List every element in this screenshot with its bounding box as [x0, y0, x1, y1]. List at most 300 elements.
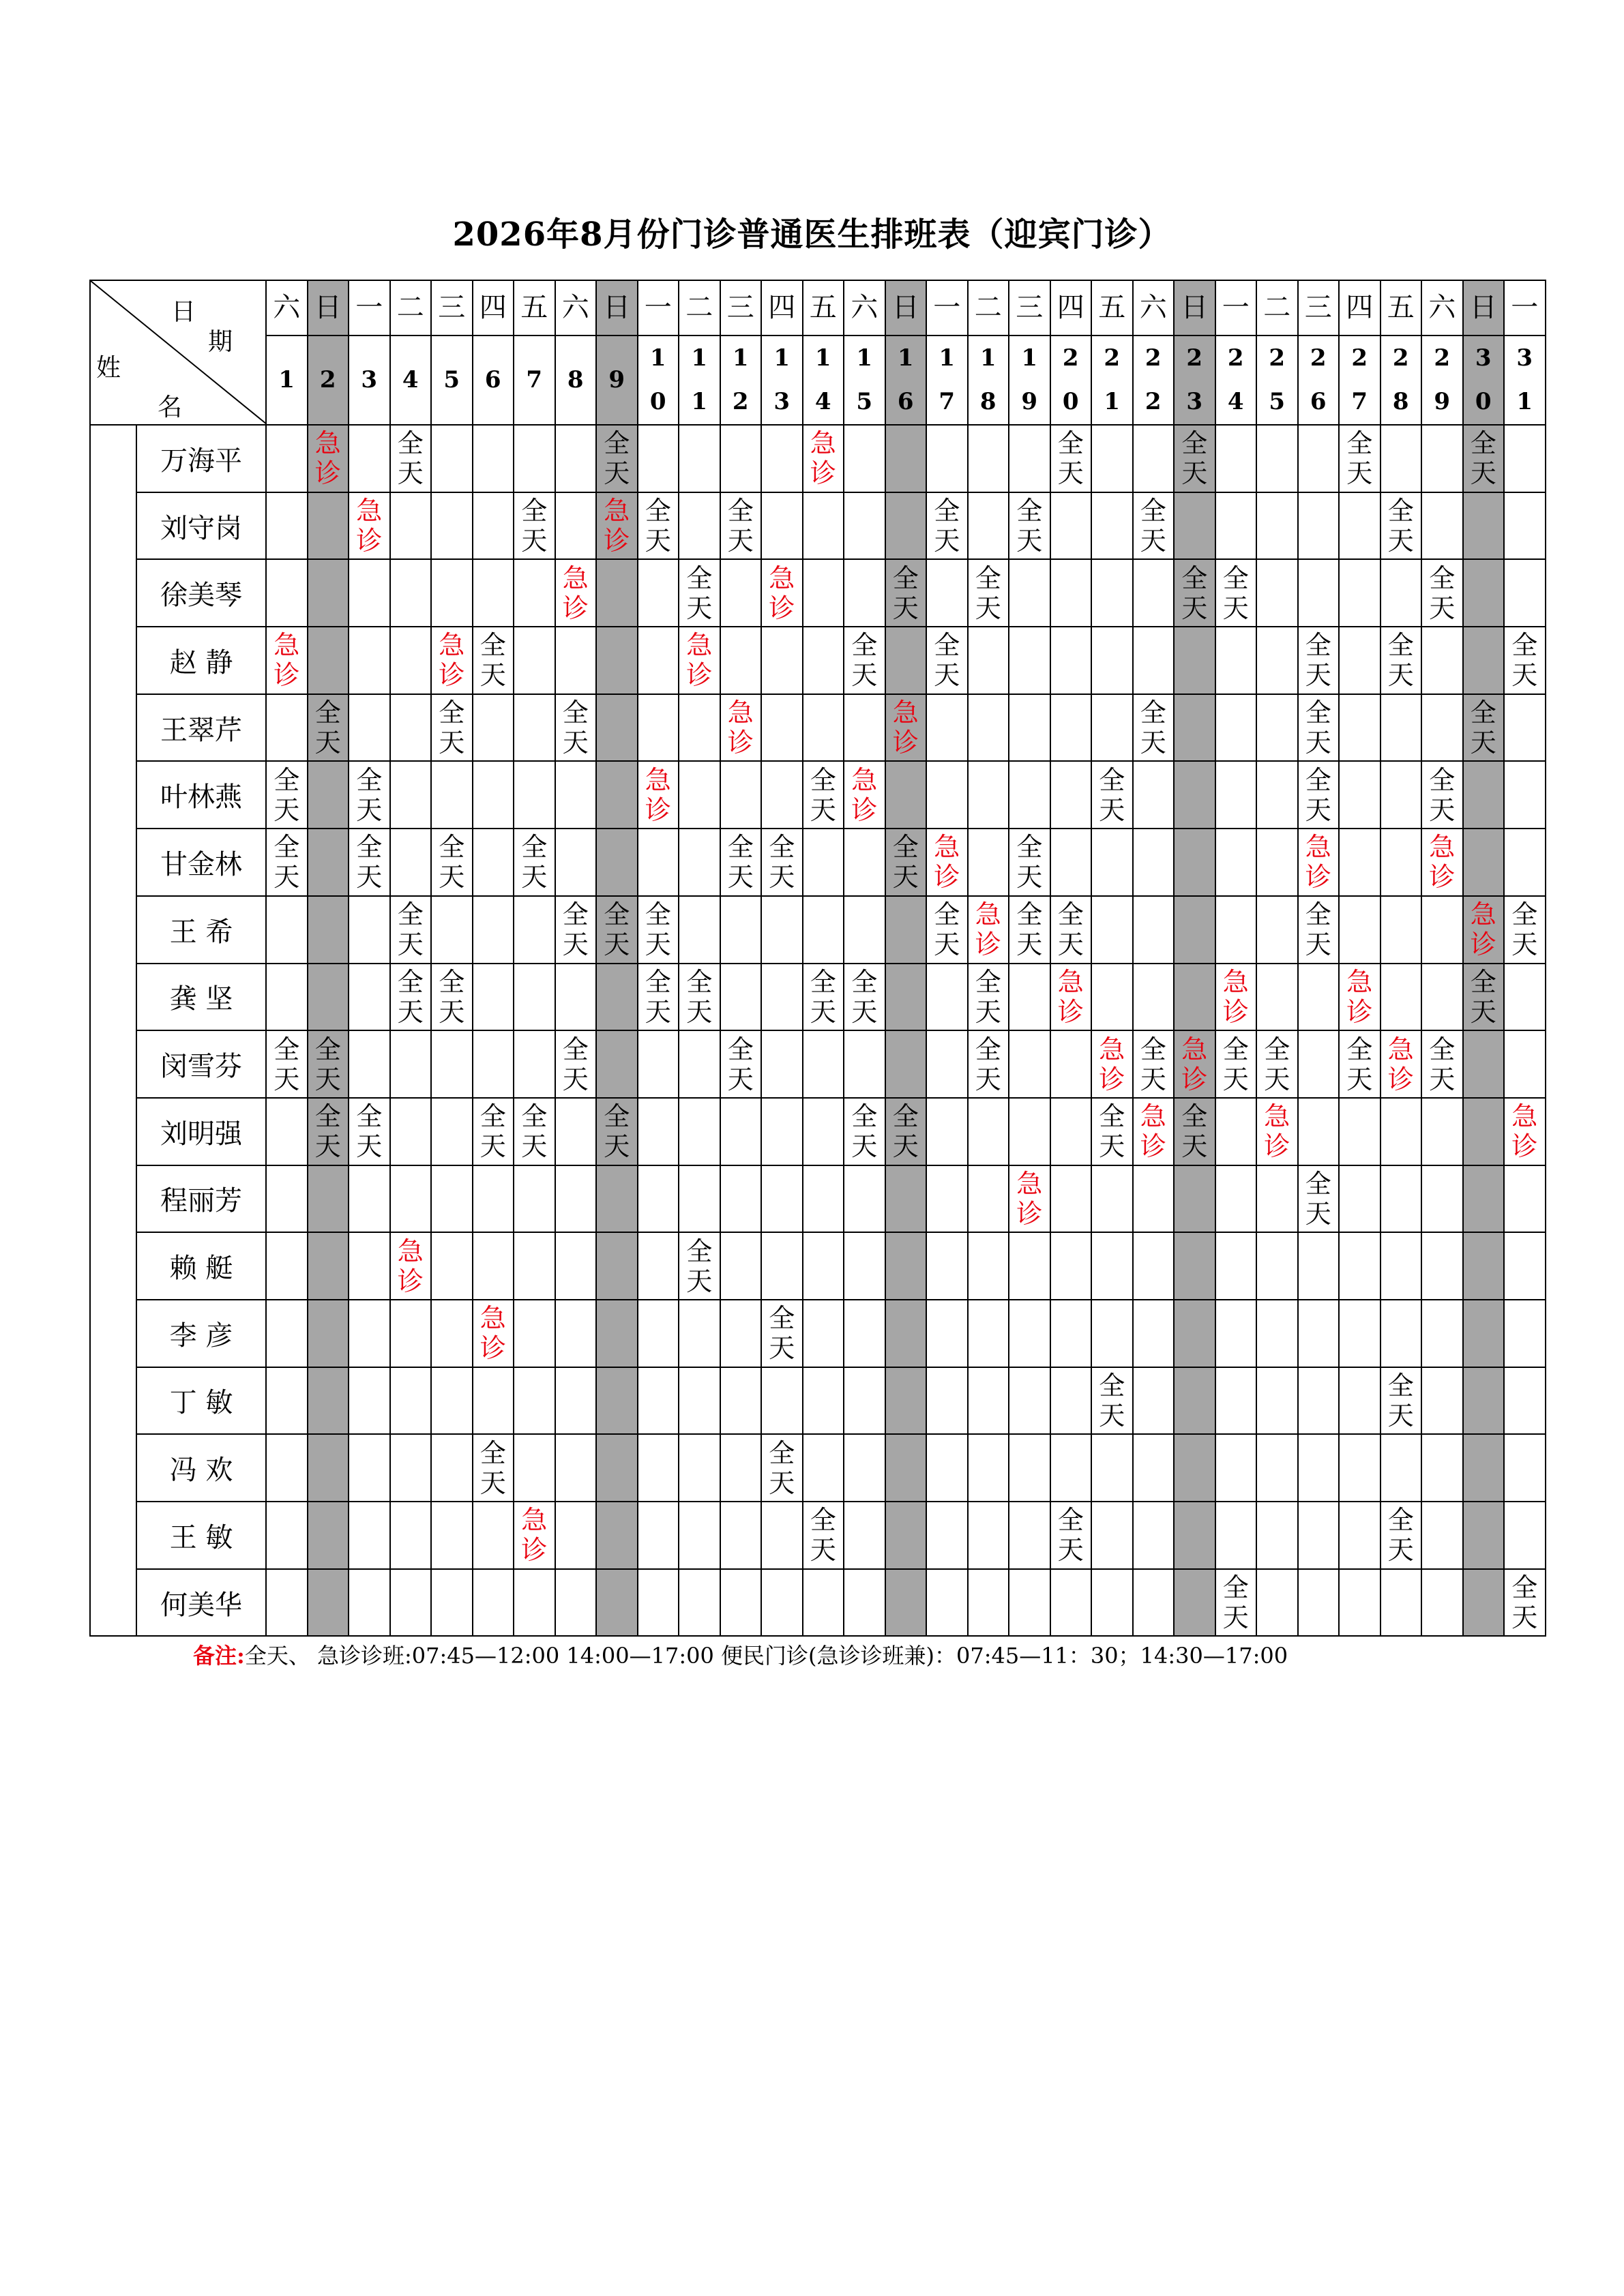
shift-cell-day-24: [1215, 559, 1257, 627]
table-row: [90, 559, 1546, 627]
weekday-label: 三: [438, 292, 466, 324]
shift-cell-day-23: [1174, 559, 1215, 627]
shift-cell-day-29: [1421, 1098, 1463, 1165]
shift-cell-day-15: [844, 964, 885, 1031]
shift-cell-day-21: [1091, 694, 1133, 762]
shift-cell-day-17: [926, 492, 968, 560]
full-day-shift: 全天: [1222, 1034, 1249, 1094]
date-4: [390, 336, 432, 425]
shift-cell-day-29: [1421, 1300, 1463, 1367]
shift-cell-day-26: [1298, 829, 1340, 896]
shift-cell-day-12: [720, 559, 762, 627]
full-day-shift: 全天: [314, 1101, 341, 1162]
shift-cell-day-21: [1091, 1434, 1133, 1502]
shift-cell-day-27: [1339, 896, 1381, 964]
full-day-shift: 全天: [851, 1101, 878, 1162]
shift-cell-day-6: [473, 1232, 514, 1300]
shift-cell-day-5: [431, 1502, 473, 1569]
emergency-shift: 急诊: [1511, 1101, 1538, 1162]
emergency-shift: 急诊: [1470, 899, 1496, 960]
shift-cell-day-7: [514, 559, 555, 627]
date-label: 25: [1269, 344, 1286, 416]
shift-cell-day-12: [720, 1232, 762, 1300]
shift-cell-day-20: [1050, 1569, 1092, 1637]
corner-label-3: 名: [158, 393, 183, 421]
shift-cell-day-24: [1215, 1098, 1257, 1165]
full-day-shift: 全天: [769, 1303, 795, 1364]
shift-cell-day-5: [431, 1434, 473, 1502]
shift-cell-day-31: [1504, 1030, 1546, 1098]
shift-cell-day-19: [1009, 627, 1050, 694]
shift-cell-day-10: [638, 1232, 679, 1300]
shift-cell-day-18: [968, 1434, 1009, 1502]
shift-cell-day-25: [1256, 1098, 1298, 1165]
shift-cell-day-18: [968, 1030, 1009, 1098]
shift-cell-day-6: [473, 492, 514, 560]
shift-cell-day-25: [1256, 1232, 1298, 1300]
shift-cell-day-25: [1256, 559, 1298, 627]
shift-cell-day-8: [555, 1300, 597, 1367]
shift-cell-day-31: [1504, 1434, 1546, 1502]
shift-cell-day-5: [431, 1300, 473, 1367]
full-day-shift: 全天: [1305, 764, 1331, 825]
full-day-shift: 全天: [727, 496, 754, 556]
corner-label-0: 日: [171, 298, 196, 326]
shift-cell-day-19: [1009, 1098, 1050, 1165]
shift-cell-day-12: [720, 761, 762, 829]
shift-cell-day-11: [679, 964, 720, 1031]
shift-cell-day-20: [1050, 1030, 1092, 1098]
weekday-3: [349, 280, 390, 336]
shift-cell-day-3: [349, 694, 390, 762]
shift-cell-day-31: [1504, 829, 1546, 896]
doctor-name-text: 冯 欢: [169, 1455, 233, 1487]
shift-cell-day-9: [596, 425, 638, 492]
shift-cell-day-3: [349, 964, 390, 1031]
shift-cell-day-16: [885, 896, 927, 964]
shift-cell-day-19: [1009, 1434, 1050, 1502]
weekday-label: 六: [1428, 292, 1456, 324]
shift-cell-day-10: [638, 896, 679, 964]
shift-cell-day-19: [1009, 1165, 1050, 1233]
weekday-7: [514, 280, 555, 336]
shift-cell-day-26: [1298, 964, 1340, 1031]
shift-cell-day-17: [926, 1502, 968, 1569]
shift-cell-day-21: [1091, 964, 1133, 1031]
shift-cell-day-7: [514, 896, 555, 964]
shift-cell-day-9: [596, 761, 638, 829]
shift-cell-day-16: [885, 492, 927, 560]
shift-cell-day-16: [885, 964, 927, 1031]
emergency-shift: 急诊: [479, 1303, 506, 1364]
shift-cell-day-6: [473, 1098, 514, 1165]
date-label: 30: [1475, 344, 1492, 416]
shift-cell-day-22: [1133, 1434, 1175, 1502]
weekday-13: [761, 280, 803, 336]
weekday-19: [1009, 280, 1050, 336]
weekday-15: [844, 280, 885, 336]
shift-cell-day-27: [1339, 761, 1381, 829]
full-day-shift: 全天: [892, 832, 919, 893]
full-day-shift: 全天: [1016, 899, 1043, 960]
shift-cell-day-1: [266, 425, 308, 492]
shift-cell-day-21: [1091, 1098, 1133, 1165]
shift-cell-day-14: [803, 425, 844, 492]
shift-cell-day-6: [473, 1030, 514, 1098]
shift-cell-day-1: [266, 627, 308, 694]
shift-cell-day-3: [349, 761, 390, 829]
shift-cell-day-9: [596, 964, 638, 1031]
shift-cell-day-3: [349, 1434, 390, 1502]
emergency-shift: 急诊: [1140, 1101, 1166, 1162]
doctor-name: [136, 1569, 266, 1637]
shift-cell-day-19: [1009, 694, 1050, 762]
shift-cell-day-25: [1256, 1030, 1298, 1098]
date-label: 2: [319, 366, 336, 394]
full-day-shift: 全天: [356, 1101, 383, 1162]
shift-cell-day-10: [638, 1569, 679, 1637]
shift-cell-day-9: [596, 1434, 638, 1502]
shift-cell-day-12: [720, 1030, 762, 1098]
full-day-shift: 全天: [769, 832, 795, 893]
date-label: 13: [773, 344, 791, 416]
shift-cell-day-27: [1339, 964, 1381, 1031]
shift-cell-day-24: [1215, 1030, 1257, 1098]
shift-cell-day-19: [1009, 1232, 1050, 1300]
shift-cell-day-17: [926, 829, 968, 896]
shift-cell-day-31: [1504, 761, 1546, 829]
shift-cell-day-20: [1050, 492, 1092, 560]
shift-cell-day-15: [844, 1165, 885, 1233]
date-label: 8: [567, 366, 584, 394]
full-day-shift: 全天: [1387, 1370, 1414, 1431]
full-day-shift: 全天: [1140, 698, 1166, 758]
full-day-shift: 全天: [1511, 630, 1538, 691]
shift-cell-day-26: [1298, 1569, 1340, 1637]
shift-cell-day-7: [514, 694, 555, 762]
full-day-shift: 全天: [604, 428, 630, 489]
shift-cell-day-5: [431, 1367, 473, 1435]
shift-cell-day-4: [390, 559, 432, 627]
shift-cell-day-13: [761, 1030, 803, 1098]
date-13: [761, 336, 803, 425]
shift-cell-day-11: [679, 1098, 720, 1165]
full-day-shift: 全天: [975, 1034, 1001, 1094]
shift-cell-day-26: [1298, 1165, 1340, 1233]
weekday-10: [638, 280, 679, 336]
date-label: 28: [1392, 344, 1409, 416]
shift-cell-day-1: [266, 1502, 308, 1569]
full-day-shift: 全天: [397, 428, 424, 489]
shift-cell-day-3: [349, 1367, 390, 1435]
shift-cell-day-4: [390, 761, 432, 829]
weekday-label: 四: [1057, 292, 1084, 324]
table-row: [90, 1030, 1546, 1098]
shift-cell-day-6: [473, 964, 514, 1031]
weekday-26: [1298, 280, 1340, 336]
shift-cell-day-30: [1463, 559, 1505, 627]
shift-cell-day-2: [308, 425, 349, 492]
shift-cell-day-8: [555, 1030, 597, 1098]
shift-cell-day-13: [761, 761, 803, 829]
full-day-shift: 全天: [1511, 899, 1538, 960]
weekday-label: 六: [561, 292, 589, 324]
shift-cell-day-11: [679, 896, 720, 964]
weekday-27: [1339, 280, 1381, 336]
full-day-shift: 全天: [1057, 428, 1084, 489]
doctor-name: [136, 492, 266, 560]
shift-cell-day-27: [1339, 1165, 1381, 1233]
full-day-shift: 全天: [975, 563, 1001, 623]
shift-cell-day-20: [1050, 829, 1092, 896]
schedule-table: [89, 280, 1546, 1637]
table-row: [90, 425, 1546, 492]
weekday-label: 六: [1139, 292, 1167, 324]
shift-cell-day-5: [431, 1232, 473, 1300]
weekday-21: [1091, 280, 1133, 336]
shift-cell-day-13: [761, 1232, 803, 1300]
shift-cell-day-26: [1298, 896, 1340, 964]
doctor-name: [136, 627, 266, 694]
shift-cell-day-15: [844, 761, 885, 829]
full-day-shift: 全天: [521, 496, 548, 556]
shift-cell-day-22: [1133, 1232, 1175, 1300]
shift-cell-day-15: [844, 896, 885, 964]
shift-cell-day-24: [1215, 1367, 1257, 1435]
date-21: [1091, 336, 1133, 425]
shift-cell-day-23: [1174, 1569, 1215, 1637]
full-day-shift: 全天: [439, 698, 465, 758]
shift-cell-day-2: [308, 964, 349, 1031]
shift-cell-day-27: [1339, 492, 1381, 560]
shift-cell-day-23: [1174, 1502, 1215, 1569]
shift-cell-day-1: [266, 896, 308, 964]
date-label: 5: [443, 366, 460, 394]
shift-cell-day-28: [1381, 1030, 1422, 1098]
shift-cell-day-4: [390, 492, 432, 560]
shift-cell-day-21: [1091, 492, 1133, 560]
shift-cell-day-31: [1504, 1502, 1546, 1569]
shift-cell-day-28: [1381, 559, 1422, 627]
shift-cell-day-31: [1504, 1569, 1546, 1637]
shift-cell-day-3: [349, 1030, 390, 1098]
shift-cell-day-5: [431, 1165, 473, 1233]
shift-cell-day-12: [720, 1165, 762, 1233]
full-day-shift: 全天: [439, 832, 465, 893]
shift-cell-day-11: [679, 1569, 720, 1637]
shift-cell-day-16: [885, 761, 927, 829]
doctor-name: [136, 829, 266, 896]
shift-cell-day-12: [720, 1502, 762, 1569]
shift-cell-day-26: [1298, 627, 1340, 694]
full-day-shift: 全天: [356, 832, 383, 893]
shift-cell-day-25: [1256, 1569, 1298, 1637]
shift-cell-day-9: [596, 1300, 638, 1367]
shift-cell-day-6: [473, 761, 514, 829]
shift-cell-day-18: [968, 964, 1009, 1031]
shift-cell-day-3: [349, 1569, 390, 1637]
shift-cell-day-5: [431, 829, 473, 896]
shift-cell-day-23: [1174, 492, 1215, 560]
weekday-label: 日: [1181, 292, 1209, 324]
shift-cell-day-10: [638, 1502, 679, 1569]
shift-cell-day-23: [1174, 1434, 1215, 1502]
doctor-name-text: 龚 坚: [169, 983, 233, 1015]
shift-cell-day-7: [514, 1434, 555, 1502]
shift-cell-day-2: [308, 1367, 349, 1435]
shift-cell-day-14: [803, 1569, 844, 1637]
shift-cell-day-8: [555, 559, 597, 627]
weekday-label: 五: [1387, 292, 1415, 324]
shift-cell-day-13: [761, 1367, 803, 1435]
shift-cell-day-19: [1009, 1502, 1050, 1569]
shift-cell-day-16: [885, 1300, 927, 1367]
emergency-shift: 急诊: [1387, 1034, 1414, 1094]
shift-cell-day-14: [803, 694, 844, 762]
table-row: [90, 1367, 1546, 1435]
shift-cell-day-11: [679, 1502, 720, 1569]
doctor-name-text: 程丽芳: [160, 1185, 242, 1217]
shift-cell-day-11: [679, 1300, 720, 1367]
date-19: [1009, 336, 1050, 425]
full-day-shift: 全天: [727, 1034, 754, 1094]
shift-cell-day-7: [514, 761, 555, 829]
shift-cell-day-4: [390, 627, 432, 694]
emergency-shift: 急诊: [934, 832, 960, 893]
full-day-shift: 全天: [1305, 899, 1331, 960]
shift-cell-day-28: [1381, 964, 1422, 1031]
shift-cell-day-6: [473, 559, 514, 627]
doctor-name-text: 丁 敏: [169, 1387, 233, 1419]
shift-cell-day-15: [844, 627, 885, 694]
shift-cell-day-12: [720, 1300, 762, 1367]
date-label: 17: [939, 344, 956, 416]
date-28: [1381, 336, 1422, 425]
shift-cell-day-17: [926, 1232, 968, 1300]
emergency-shift: 急诊: [356, 496, 383, 556]
date-12: [720, 336, 762, 425]
doctor-name-text: 李 彦: [169, 1320, 233, 1352]
shift-cell-day-20: [1050, 559, 1092, 627]
shift-cell-day-27: [1339, 425, 1381, 492]
shift-cell-day-5: [431, 559, 473, 627]
shift-cell-day-3: [349, 1502, 390, 1569]
full-day-shift: 全天: [1387, 630, 1414, 691]
emergency-shift: 急诊: [604, 496, 630, 556]
full-day-shift: 全天: [1222, 1572, 1249, 1633]
shift-cell-day-28: [1381, 1098, 1422, 1165]
full-day-shift: 全天: [439, 966, 465, 1027]
shift-cell-day-14: [803, 964, 844, 1031]
shift-cell-day-31: [1504, 1098, 1546, 1165]
shift-cell-day-22: [1133, 1502, 1175, 1569]
emergency-shift: 急诊: [1264, 1101, 1290, 1162]
weekday-label: 二: [685, 292, 713, 324]
emergency-shift: 急诊: [274, 630, 300, 691]
date-29: [1421, 336, 1463, 425]
doctor-name-text: 徐美琴: [160, 580, 242, 612]
shift-cell-day-23: [1174, 761, 1215, 829]
table-row: [90, 1098, 1546, 1165]
shift-cell-day-3: [349, 492, 390, 560]
doctor-name: [136, 896, 266, 964]
doctor-name: [136, 1098, 266, 1165]
shift-cell-day-29: [1421, 1569, 1463, 1637]
shift-cell-day-15: [844, 425, 885, 492]
shift-cell-day-21: [1091, 896, 1133, 964]
date-label: 11: [691, 344, 708, 416]
full-day-shift: 全天: [1387, 496, 1414, 556]
shift-cell-day-13: [761, 627, 803, 694]
date-label: 21: [1104, 344, 1121, 416]
shift-cell-day-1: [266, 1030, 308, 1098]
shift-cell-day-21: [1091, 559, 1133, 627]
shift-cell-day-17: [926, 1434, 968, 1502]
full-day-shift: 全天: [562, 899, 589, 960]
shift-cell-day-15: [844, 694, 885, 762]
shift-cell-day-30: [1463, 492, 1505, 560]
date-20: [1050, 336, 1092, 425]
shift-cell-day-23: [1174, 1098, 1215, 1165]
date-27: [1339, 336, 1381, 425]
table-row: [90, 492, 1546, 560]
shift-cell-day-11: [679, 829, 720, 896]
shift-cell-day-30: [1463, 1030, 1505, 1098]
full-day-shift: 全天: [1511, 1572, 1538, 1633]
full-day-shift: 全天: [1140, 1034, 1166, 1094]
shift-cell-day-23: [1174, 964, 1215, 1031]
shift-cell-day-17: [926, 1098, 968, 1165]
weekday-24: [1215, 280, 1257, 336]
date-17: [926, 336, 968, 425]
doctor-name-text: 刘明强: [160, 1118, 242, 1150]
shift-cell-day-11: [679, 1232, 720, 1300]
shift-cell-day-11: [679, 1030, 720, 1098]
shift-cell-day-5: [431, 694, 473, 762]
shift-cell-day-22: [1133, 492, 1175, 560]
shift-cell-day-23: [1174, 1232, 1215, 1300]
shift-cell-day-18: [968, 1502, 1009, 1569]
date-1: [266, 336, 308, 425]
shift-cell-day-2: [308, 1030, 349, 1098]
emergency-shift: 急诊: [397, 1236, 424, 1296]
shift-cell-day-27: [1339, 1569, 1381, 1637]
date-5: [431, 336, 473, 425]
emergency-shift: 急诊: [439, 630, 465, 691]
date-label: 4: [402, 366, 419, 394]
emergency-shift: 急诊: [314, 428, 341, 489]
weekday-label: 三: [1016, 292, 1044, 324]
emergency-shift: 急诊: [686, 630, 713, 691]
shift-cell-day-27: [1339, 1367, 1381, 1435]
weekday-23: [1174, 280, 1215, 336]
shift-cell-day-19: [1009, 964, 1050, 1031]
shift-cell-day-15: [844, 1030, 885, 1098]
date-11: [679, 336, 720, 425]
shift-cell-day-1: [266, 1098, 308, 1165]
shift-cell-day-10: [638, 1300, 679, 1367]
weekday-label: 二: [1263, 292, 1291, 324]
date-25: [1256, 336, 1298, 425]
doctor-name-text: 王翠芹: [160, 714, 242, 746]
doctor-name: [136, 1030, 266, 1098]
full-day-shift: 全天: [1470, 966, 1496, 1027]
table-row: [90, 1165, 1546, 1233]
shift-cell-day-7: [514, 1300, 555, 1367]
weekday-label: 一: [1222, 292, 1250, 324]
shift-cell-day-10: [638, 1030, 679, 1098]
shift-cell-day-23: [1174, 425, 1215, 492]
